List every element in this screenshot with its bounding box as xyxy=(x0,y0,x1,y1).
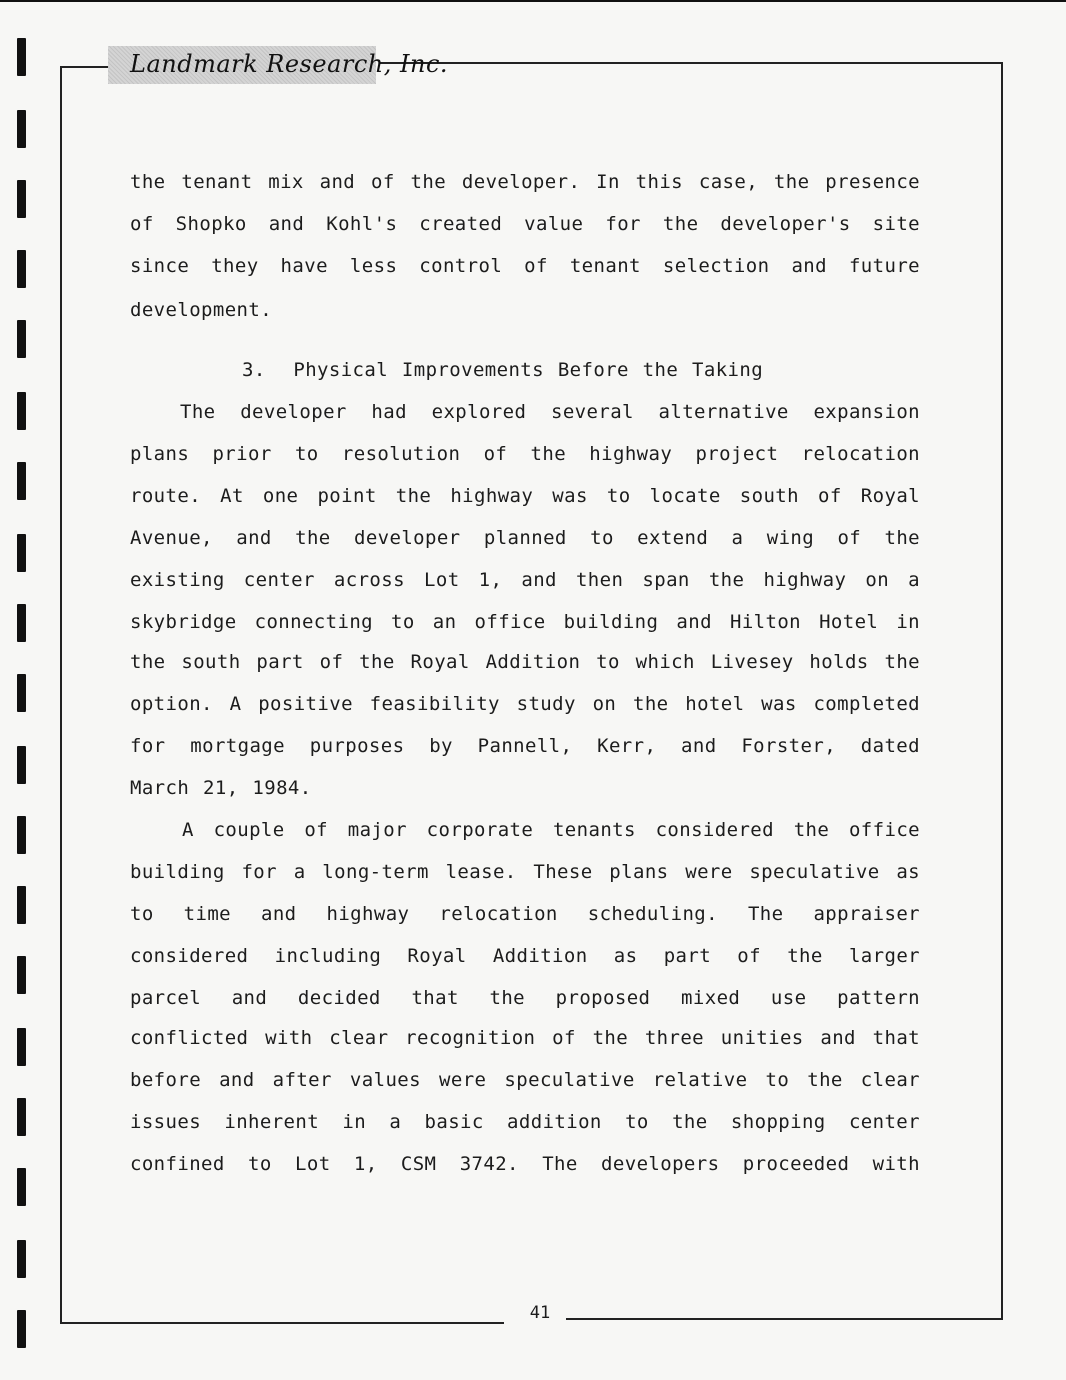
binder-hole xyxy=(17,816,26,854)
para3-line: considered including Royal Addition as part of the larger xyxy=(130,945,920,967)
binder-hole xyxy=(17,534,26,572)
para1-line: the tenant mix and of the developer. In this case, the presence xyxy=(130,171,920,193)
frame-right xyxy=(1001,62,1003,1320)
frame-left xyxy=(60,66,62,1324)
binder-holes xyxy=(0,0,40,1380)
binder-hole xyxy=(17,886,26,924)
para3-line: A couple of major corporate tenants considered the office xyxy=(182,819,920,841)
binder-hole xyxy=(17,250,26,288)
para1-line: of Shopko and Kohl's created value for the developer's site xyxy=(130,213,920,235)
para2-line: skybridge connecting to an office building and Hilton Hotel in xyxy=(130,611,920,633)
para2-line: existing center across Lot 1, and then span the highway on a xyxy=(130,569,920,591)
para2-line: option. A positive feasibility study on the hotel was completed xyxy=(130,693,920,715)
binder-hole xyxy=(17,1310,26,1348)
para3-line: issues inherent in a basic addition to the shopping center xyxy=(130,1111,920,1133)
page-number: 41 xyxy=(529,1303,551,1323)
para3-line: parcel and decided that the proposed mixed use pattern xyxy=(130,987,920,1009)
page-top-edge xyxy=(0,0,1066,2)
para2-line: the south part of the Royal Addition to which Livesey holds the xyxy=(130,651,920,673)
para2-line: route. At one point the highway was to locate south of Royal xyxy=(130,485,920,507)
binder-hole xyxy=(17,462,26,500)
para3-line: to time and highway relocation scheduling. The appraiser xyxy=(130,903,920,925)
para1-line: since they have less control of tenant selection and future xyxy=(130,255,920,277)
binder-hole xyxy=(17,956,26,994)
para1-line: development. xyxy=(130,299,273,321)
frame-bottom-left xyxy=(60,1322,504,1324)
frame-bottom-right xyxy=(566,1318,1003,1320)
binder-hole xyxy=(17,604,26,642)
binder-hole xyxy=(17,746,26,784)
para2-line: March 21, 1984. xyxy=(130,777,312,799)
para3-line: conflicted with clear recognition of the three unities and that xyxy=(130,1027,920,1049)
section-heading: 3. Physical Improvements Before the Taking xyxy=(242,359,764,381)
frame-top-left xyxy=(60,66,108,68)
para2-line: plans prior to resolution of the highway project relocation xyxy=(130,443,920,465)
para3-line: confined to Lot 1, CSM 3742. The developers proceeded with xyxy=(130,1153,920,1175)
binder-hole xyxy=(17,1098,26,1136)
binder-hole xyxy=(17,1168,26,1206)
para3-line: before and after values were speculative relative to the clear xyxy=(130,1069,920,1091)
para3-line: building for a long-term lease. These plans were speculative as xyxy=(130,861,920,883)
para2-line: for mortgage purposes by Pannell, Kerr, and Forster, dated xyxy=(130,735,920,757)
binder-hole xyxy=(17,110,26,148)
letterhead-banner xyxy=(108,46,449,84)
binder-hole xyxy=(17,674,26,712)
para2-line: The developer had explored several alternative expansion xyxy=(180,401,920,423)
binder-hole xyxy=(17,320,26,358)
binder-hole xyxy=(17,392,26,430)
binder-hole xyxy=(17,38,26,76)
para2-line: Avenue, and the developer planned to extend a wing of the xyxy=(130,527,920,549)
frame-top-right xyxy=(380,62,1002,64)
binder-hole xyxy=(17,180,26,218)
company-name: Landmark Research, Inc. xyxy=(130,50,449,78)
binder-hole xyxy=(17,1028,26,1066)
binder-hole xyxy=(17,1240,26,1278)
